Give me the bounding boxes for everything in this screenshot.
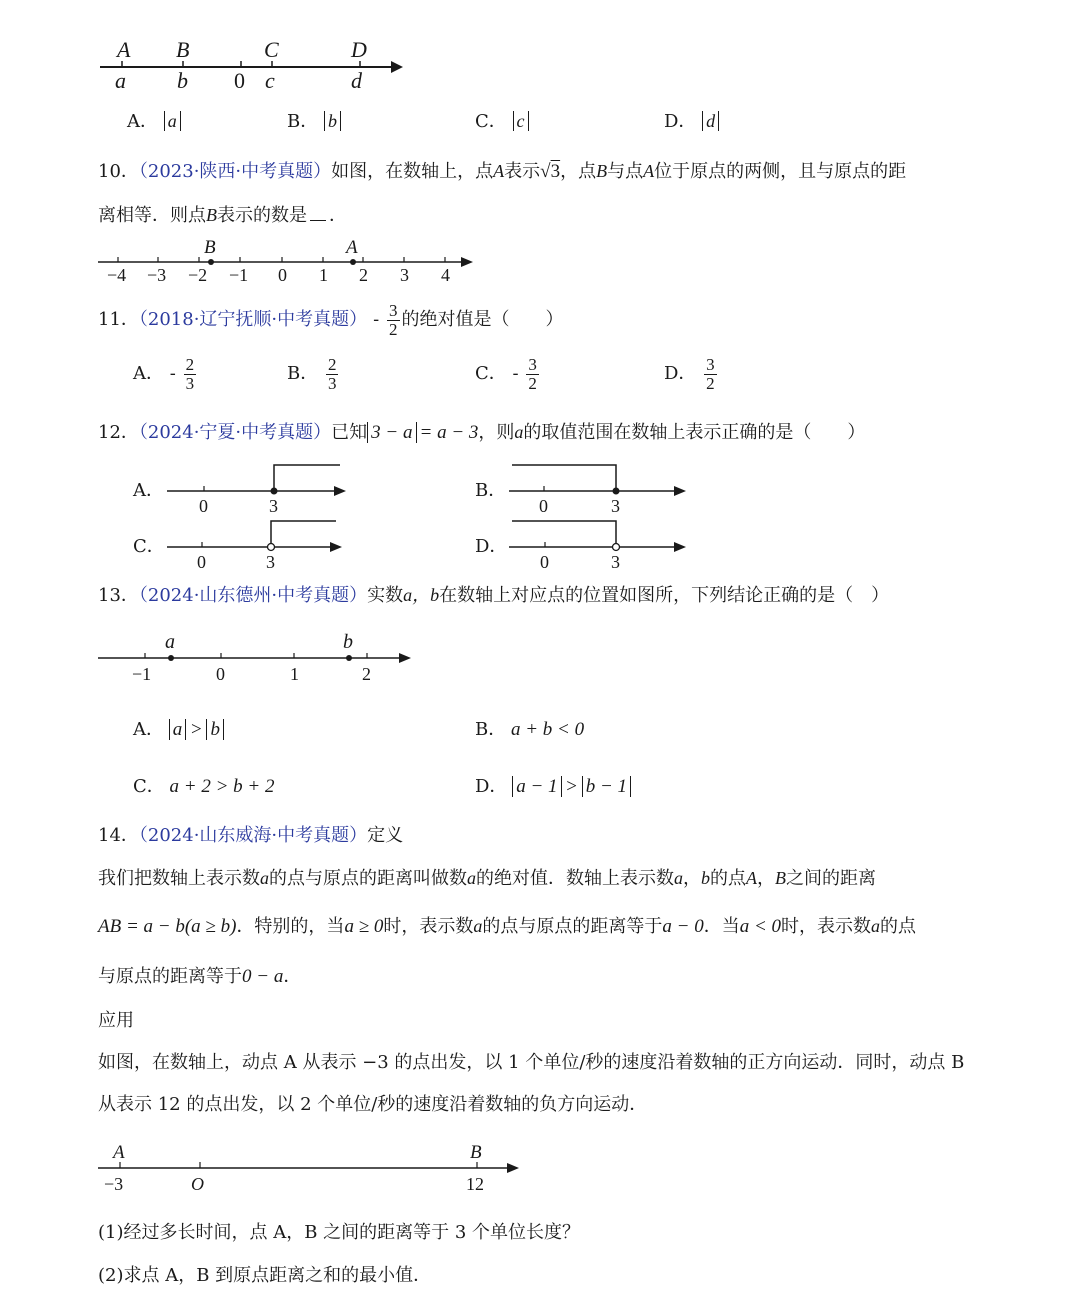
- q12-option-c-letter[interactable]: C．: [133, 536, 165, 557]
- q10-line2: 离相等．则点B表示的数是 ．: [98, 205, 347, 226]
- point-B-label: B: [204, 237, 216, 258]
- svg-text:3: 3: [266, 552, 275, 572]
- q12-option-b-graph[interactable]: [502, 458, 702, 520]
- q9-option-c[interactable]: C． c: [475, 108, 529, 135]
- axis-arrow: [391, 61, 403, 73]
- q13-option-a[interactable]: A． a > b: [133, 717, 224, 743]
- point-a: [168, 655, 174, 661]
- svg-text:2: 2: [359, 265, 368, 285]
- svg-text:0: 0: [197, 552, 206, 572]
- label-a: a: [115, 68, 126, 93]
- label-b: b: [177, 68, 188, 93]
- q9-option-b[interactable]: B． b: [287, 108, 341, 135]
- svg-text:−1: −1: [229, 265, 249, 285]
- svg-text:3: 3: [611, 496, 620, 516]
- q10-line1: 10．（2023·陕西·中考真题）如图，在数轴上，点A表示√3，点B与点A位于原点的两侧，且与原点的距: [98, 161, 907, 182]
- q14-para-4: 如图，在数轴上，动点 A 从表示 −3 的点出发，以 1 个单位/秒的速度沿着数轴的正方向运动．同时，动点 B: [98, 1052, 965, 1073]
- label-D: D: [351, 37, 367, 62]
- svg-text:0: 0: [199, 496, 208, 516]
- svg-text:12: 12: [466, 1174, 484, 1194]
- q13-source: （2024·山东德州·中考真题）: [138, 585, 368, 606]
- svg-text:2: 2: [362, 664, 371, 684]
- q9-option-a[interactable]: A． a: [127, 108, 181, 135]
- q14-number-line: [95, 1138, 535, 1198]
- q11-stem: 11．（2018·辽宁抚顺·中考真题） - $\frac{3}{2}$ 的绝对值是（ ）: [98, 300, 564, 339]
- svg-text:0: 0: [216, 664, 225, 684]
- label-C: C: [264, 37, 279, 62]
- q11-option-d[interactable]: D． $\frac{3}{2}$: [664, 354, 715, 393]
- label-B: B: [176, 37, 190, 62]
- q10-source: （2023·陕西·中考真题）: [138, 161, 332, 182]
- q12-option-c-graph[interactable]: [160, 514, 360, 576]
- svg-text:3: 3: [269, 496, 278, 516]
- label-0: 0: [234, 68, 245, 93]
- q14-para-3: 与原点的距离等于0 − a．: [98, 966, 302, 987]
- q12-option-a-letter[interactable]: A．: [133, 480, 164, 501]
- point-a-label: a: [165, 631, 175, 653]
- q13-option-d[interactable]: D． a − 1 > b − 1: [475, 774, 631, 800]
- q13-number-line: [95, 628, 425, 688]
- svg-text:0: 0: [539, 496, 548, 516]
- q12-option-b-letter[interactable]: B．: [475, 480, 507, 501]
- q11-option-b[interactable]: B． $\frac{2}{3}$: [287, 354, 337, 393]
- q14-para-2: AB = a − b(a ≥ b)．特别的，当a ≥ 0时，表示数a的点与原点的距离等于a − 0．当a < 0时，表示数a的点: [98, 916, 917, 937]
- point-A-label: A: [346, 237, 358, 258]
- label-d: d: [351, 68, 362, 93]
- svg-text:4: 4: [441, 265, 450, 285]
- point-B-label: B: [470, 1142, 482, 1163]
- q14-para-1: 我们把数轴上表示数a的点与原点的距离叫做数a的绝对值．数轴上表示数a，b的点A，B之间的距离: [98, 868, 876, 889]
- q13-option-c[interactable]: C． a + 2 > b + 2: [133, 776, 275, 797]
- svg-text:0: 0: [540, 552, 549, 572]
- q13-option-b[interactable]: B． a + b < 0: [475, 719, 585, 740]
- q12-stem: 12．（2024·宁夏·中考真题）已知 3 − a = a − 3，则a的取值范围在数轴上表示正确的是（ ）: [98, 422, 866, 443]
- q14-sub-question-2: (2)求点 A，B 到原点距离之和的最小值．: [98, 1265, 432, 1286]
- q12-option-a-graph[interactable]: [160, 458, 360, 520]
- label-c: c: [265, 68, 275, 93]
- svg-text:1: 1: [290, 664, 299, 684]
- q11-option-a[interactable]: A． - $\frac{2}{3}$: [133, 354, 195, 393]
- q12-source: （2024·宁夏·中考真题）: [138, 422, 332, 443]
- q9-option-d[interactable]: D． d: [664, 108, 719, 135]
- q14-source: （2024·山东威海·中考真题）: [138, 825, 368, 846]
- q12-option-d-letter[interactable]: D．: [475, 536, 508, 557]
- q11-option-c[interactable]: C． - $\frac{3}{2}$: [475, 354, 537, 393]
- q9-number-line: [95, 30, 415, 100]
- q13-stem: 13．（2024·山东德州·中考真题）实数a，b在数轴上对应点的位置如图所，下列结论正确的是（ ）: [98, 585, 890, 606]
- point-b: [346, 655, 352, 661]
- svg-text:O: O: [191, 1174, 204, 1194]
- point-b-label: b: [343, 631, 353, 653]
- q14-header: 14．（2024·山东威海·中考真题）定义: [98, 825, 404, 846]
- point-A-label: A: [113, 1142, 125, 1163]
- svg-text:−3: −3: [147, 265, 167, 285]
- q11-source: （2018·辽宁抚顺·中考真题）: [138, 309, 368, 330]
- svg-text:−4: −4: [107, 265, 127, 285]
- svg-text:−2: −2: [188, 265, 208, 285]
- point-A: [350, 259, 356, 265]
- svg-text:−1: −1: [132, 664, 152, 684]
- q12-option-d-graph[interactable]: [502, 514, 702, 576]
- svg-text:1: 1: [319, 265, 328, 285]
- q14-apply-heading: 应用: [98, 1010, 134, 1031]
- label-A: A: [117, 37, 131, 62]
- point-B: [208, 259, 214, 265]
- svg-text:−3: −3: [104, 1174, 124, 1194]
- answer-blank[interactable]: [310, 206, 326, 221]
- q10-number-line: [95, 236, 485, 286]
- svg-text:0: 0: [278, 265, 287, 285]
- q14-para-5: 从表示 12 的点出发，以 2 个单位/秒的速度沿着数轴的负方向运动．: [98, 1094, 648, 1115]
- svg-text:3: 3: [400, 265, 409, 285]
- q14-sub-question-1: (1)经过多长时间，点 A，B 之间的距离等于 3 个单位长度？: [98, 1222, 581, 1243]
- svg-text:3: 3: [611, 552, 620, 572]
